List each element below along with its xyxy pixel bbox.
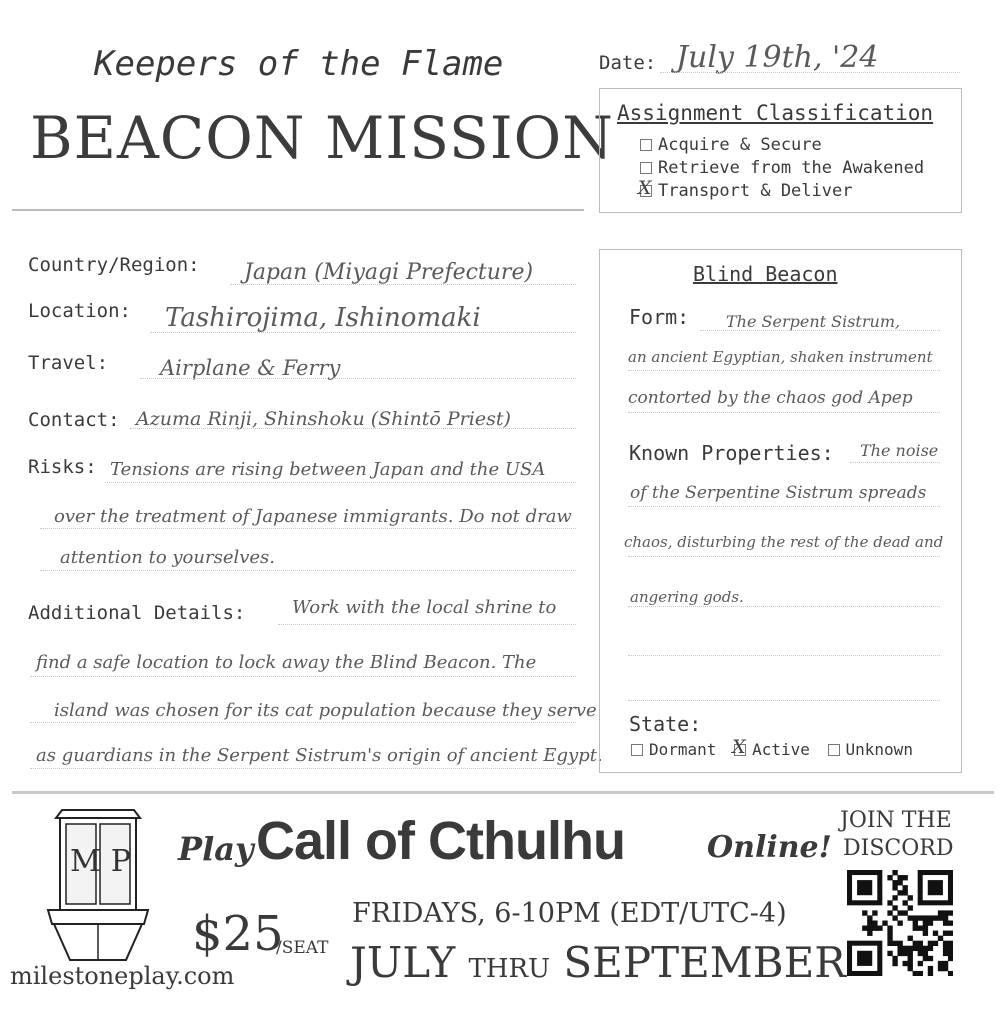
ad-months (350, 938, 846, 987)
contact-label: Contact: (28, 409, 120, 431)
details-line-2[interactable]: find a safe location to lock away the Blind Beacon. The (36, 652, 537, 673)
risks-line-2[interactable]: over the treatment of Japanese immigrants. Do not draw (54, 506, 572, 527)
properties-rule-6 (628, 700, 940, 701)
risks-rule-3 (40, 570, 576, 571)
ad-game-title: Call of Cthulhu (256, 811, 625, 871)
country-label: Country/Region: (28, 254, 200, 276)
lantern-icon (40, 800, 156, 970)
footer-divider (12, 791, 994, 794)
properties-rule-3 (628, 556, 940, 557)
country-value[interactable]: Japan (Miyagi Prefecture) (244, 260, 534, 285)
ad-month-thru: THRU (468, 954, 551, 984)
subtitle: Keepers of the Flame (94, 44, 504, 84)
form-line-2[interactable]: an ancient Egyptian, shaken instrument (628, 348, 933, 366)
form-label: Form: (629, 305, 690, 329)
discord-join: JOIN THE (840, 808, 952, 833)
location-line (150, 332, 576, 333)
checkbox-dormant[interactable] (631, 744, 643, 756)
beacon-heading: Blind Beacon (693, 262, 838, 286)
classification-heading: Assignment Classification (617, 101, 934, 125)
ad-per-seat: /SEAT (276, 938, 329, 958)
risks-rule-1 (105, 482, 576, 483)
checkbox-transport[interactable] (640, 185, 652, 197)
location-value[interactable]: Tashirojima, Ishinomaki (165, 303, 481, 333)
ad-price: $25 (192, 906, 284, 962)
checkbox-acquire[interactable] (640, 139, 652, 151)
state-label: State: (629, 712, 702, 736)
risks-line-3[interactable]: attention to yourselves. (60, 547, 276, 568)
details-rule-1 (278, 624, 576, 625)
properties-rule-4 (628, 606, 940, 607)
state-option-unknown[interactable]: Unknown (828, 740, 913, 759)
properties-line-3[interactable]: chaos, disturbing the rest of the dead and (624, 533, 944, 551)
ad-month-start: JULY (350, 938, 456, 987)
classification-option[interactable]: Retrieve from the Awakened (640, 158, 924, 178)
state-row (631, 740, 913, 759)
details-rule-3 (30, 722, 576, 723)
travel-line (140, 378, 576, 379)
contact-line (130, 428, 576, 429)
risks-label: Risks: (28, 456, 97, 478)
form-rule-2 (628, 370, 940, 371)
ad-schedule: FRIDAYS, 6-10PM (EDT/UTC-4) (352, 898, 787, 929)
details-rule-2 (30, 676, 576, 677)
ad-month-end: SEPTEMBER (563, 938, 846, 987)
qr-icon (847, 870, 953, 976)
ad-play: Play (178, 830, 254, 868)
details-line-1[interactable]: Work with the local shrine to (292, 597, 557, 618)
lantern-logo (40, 800, 156, 970)
details-line-4[interactable]: as guardians in the Serpent Sistrum's origin of ancient Egypt. (36, 745, 603, 766)
travel-label: Travel: (28, 352, 109, 374)
form-line-1[interactable]: The Serpent Sistrum, (726, 312, 901, 331)
location-label: Location: (28, 300, 131, 322)
date-line (660, 72, 960, 73)
properties-rule-1 (850, 462, 940, 463)
properties-rule-5 (628, 655, 940, 656)
classification-box (599, 88, 962, 213)
checkbox-retrieve[interactable] (640, 162, 652, 174)
state-option-active[interactable]: X Active (734, 740, 810, 759)
details-line-3[interactable]: island was chosen for its cat population because they serve (54, 700, 597, 721)
classification-option[interactable]: XTransport & Deliver (640, 181, 852, 201)
details-rule-4 (30, 768, 576, 769)
form-rule-3 (628, 412, 940, 413)
website-link[interactable]: milestoneplay.com (10, 962, 235, 990)
discord-qr-code[interactable] (847, 870, 953, 976)
classification-option[interactable]: Acquire & Secure (640, 135, 822, 155)
checkbox-unknown[interactable] (828, 744, 840, 756)
details-label: Additional Details: (28, 602, 246, 624)
travel-value[interactable]: Airplane & Ferry (160, 356, 341, 380)
risks-line-1[interactable]: Tensions are rising between Japan and the USA (110, 459, 546, 480)
discord-label: DISCORD (843, 836, 954, 861)
form-rule-1 (700, 330, 940, 331)
page-title: BEACON MISSION (30, 104, 614, 172)
date-label: Date: (599, 52, 657, 74)
properties-line-1[interactable]: The noise (860, 441, 939, 460)
properties-line-2[interactable]: of the Serpentine Sistrum spreads (630, 483, 927, 503)
properties-label: Known Properties: (629, 441, 834, 465)
checkbox-active[interactable] (734, 744, 746, 756)
properties-line-4[interactable]: angering gods. (630, 588, 744, 606)
logo-letters: MP (70, 844, 141, 879)
country-line (230, 284, 576, 285)
contact-value[interactable]: Azuma Rinji, Shinshoku (Shintō Priest) (136, 408, 511, 430)
header-divider (12, 209, 584, 211)
form-line-3[interactable]: contorted by the chaos god Apep (628, 388, 913, 408)
beacon-box (599, 249, 962, 773)
properties-rule-2 (628, 506, 940, 507)
ad-online: Online! (707, 830, 832, 865)
risks-rule-2 (40, 528, 576, 529)
date-value[interactable]: July 19th, '24 (676, 40, 879, 75)
state-option-dormant[interactable]: Dormant (631, 740, 716, 759)
